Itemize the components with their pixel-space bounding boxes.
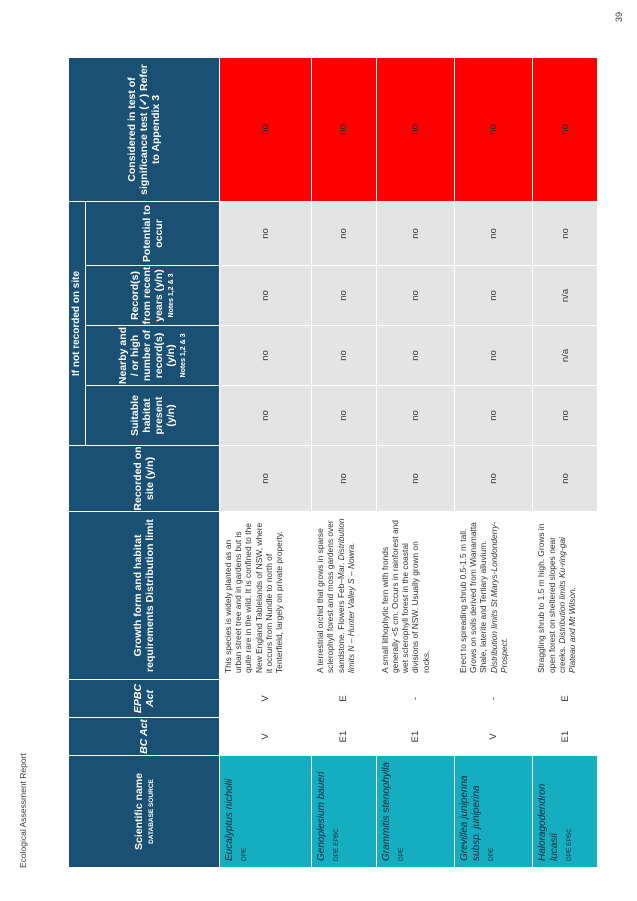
nearby-records: no (312, 326, 377, 386)
growth-description: A small lithophytic fern with fronds generally <5 cm. Occurs in rainforest and wet sclerophyll forest in the coastal divisions of NSW. Usually grown on rocks. (379, 520, 431, 673)
scientific-name-cell (455, 756, 533, 868)
considered-in-test: no (376, 57, 454, 201)
table-row (376, 57, 454, 867)
header-scientific-name: Scientific name DATABASE SOURCE (69, 756, 220, 868)
bc-act-status: E1 (376, 718, 454, 756)
table-row (455, 57, 533, 867)
recorded-on-site: no (220, 446, 312, 512)
epbc-act-status: E (533, 680, 598, 718)
recorded-on-site: no (312, 446, 377, 512)
species-assessment-table (68, 58, 577, 868)
growth-description: Straggling shrub to 1.5 m high. Grows in open forest on sheltered slopes near creeks. (536, 523, 567, 673)
database-source: DPE (241, 847, 248, 861)
recent-records: no (455, 266, 533, 326)
header-considered-significance: Considered in test of significance test (✓) Refer to Appendix 3 (69, 57, 220, 201)
bc-act-status: V (220, 718, 312, 756)
scientific-name: Eucalyptus nicholii (224, 778, 235, 861)
potential-to-occur: no (533, 201, 598, 265)
distribution-limits: Distribution limits St Marys-Londonderry-Prospect. (488, 521, 509, 673)
suitable-habitat: no (376, 386, 454, 446)
growth-description: A terrestrial orchid that grows in sparse sclerophyll forest and moss gardens over sandstone. Flowers Feb–Mar. (315, 520, 346, 673)
suitable-habitat: no (533, 386, 598, 446)
bc-act-status: E1 (312, 718, 377, 756)
nearby-records: no (220, 326, 312, 386)
header-epbc-act: EPBC Act (69, 680, 220, 718)
database-source: DPE (397, 847, 405, 861)
table-row (312, 57, 377, 867)
considered-in-test: no (220, 57, 312, 201)
growth-habitat-cell (455, 512, 533, 680)
header-growth-form: Growth form and habitat requirements Distribution limit (69, 512, 220, 680)
potential-to-occur: no (376, 201, 454, 265)
header-nearby-records: Nearby and / or high number of record(s) (y/n) Notes 1,2 & 3 (86, 326, 220, 386)
table-row (533, 57, 598, 867)
suitable-habitat: no (455, 386, 533, 446)
potential-to-occur: no (312, 201, 377, 265)
bc-act-status: E1 (533, 718, 598, 756)
recent-records: no (220, 266, 312, 326)
nearby-records: n/a (533, 326, 598, 386)
growth-description: Erect to spreading shrub 0.5-1.5 m tall. Grows on soils derived from Wianamatta Shale, laterite and Tertiary alluvium. (458, 522, 489, 673)
page-number: 39 (614, 11, 624, 22)
scientific-name-cell (220, 756, 312, 868)
header-database-source: DATABASE SOURCE (147, 779, 155, 844)
scientific-name-cell (312, 756, 377, 868)
database-source: DPE EPBC (333, 828, 341, 861)
nearby-records: no (455, 326, 533, 386)
nearby-records: no (376, 326, 454, 386)
recent-records: no (312, 266, 377, 326)
recorded-on-site: no (533, 446, 598, 512)
recorded-on-site: no (376, 446, 454, 512)
bc-act-status: V (455, 718, 533, 756)
suitable-habitat: no (220, 386, 312, 446)
growth-habitat-cell (533, 512, 598, 680)
recent-records: no (376, 266, 454, 326)
growth-description: This species is widely planted as an urban street tree and in gardens but is quite rare in the wild. It is confined to the New England Tablelands of NSW, where it occurs from Nundle to north of Tenterfield, largely on private property. (223, 522, 285, 673)
database-source: DPE EPBC (566, 828, 574, 861)
recent-records: n/a (533, 266, 598, 326)
considered-in-test: no (312, 57, 377, 201)
considered-in-test: no (455, 57, 533, 201)
scientific-name: Grevillea juniperina subsp. juniperina (459, 775, 483, 861)
header-recent-records: Record(s) from recent years (y/n) Notes 1,2 & 3 (86, 266, 220, 326)
suitable-habitat: no (312, 386, 377, 446)
header-group-if-not-recorded: If not recorded on site (69, 201, 86, 445)
header-potential-to-occur: Potential to occur (86, 201, 220, 265)
header-bc-act: BC Act (69, 718, 220, 756)
epbc-act-status: E (312, 680, 377, 718)
epbc-act-status: - (376, 680, 454, 718)
recorded-on-site: no (455, 446, 533, 512)
scientific-name-cell (533, 756, 598, 868)
distribution-limits: Distribution limits N – Hunter Valley S – Nowra. (335, 518, 356, 673)
growth-habitat-cell (312, 512, 377, 680)
epbc-act-status: V (220, 680, 312, 718)
scientific-name-cell (376, 756, 454, 868)
scientific-name: Grammitis stenophylla (380, 762, 392, 861)
distribution-limits: Distribution limits Ku-ring-gai Plateau and Mt Wilson. (556, 537, 577, 673)
header-nearby-notes: Notes 1,2 & 3 (180, 333, 187, 378)
epbc-act-status: - (455, 680, 533, 718)
database-source: DPE (488, 847, 496, 861)
considered-in-test: no (533, 57, 598, 201)
growth-habitat-cell (376, 512, 454, 680)
footer-report-title: Ecological Assessment Report (18, 753, 28, 868)
header-suitable-habitat: Suitable habitat present (y/n) (86, 386, 220, 446)
potential-to-occur: no (455, 201, 533, 265)
header-recorded-on-site: Recorded on site (y/n) (69, 446, 220, 512)
growth-habitat-cell (220, 512, 312, 680)
potential-to-occur: no (220, 201, 312, 265)
scientific-name: Genoplesium baueri (316, 771, 328, 861)
header-recent-notes: Notes 1,2 & 3 (168, 273, 175, 318)
table-row (220, 57, 312, 867)
scientific-name: Haloragodendron lucasii (537, 783, 561, 861)
